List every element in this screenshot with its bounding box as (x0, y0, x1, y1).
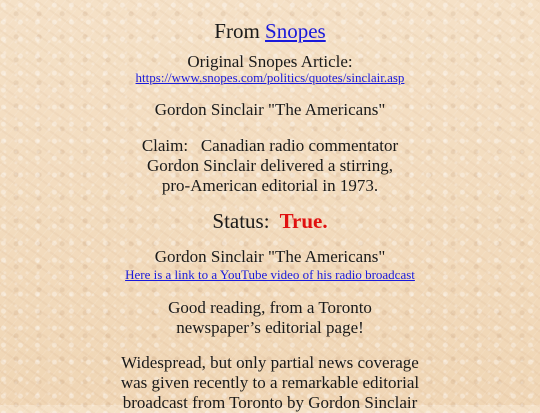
status-label: Status: (212, 209, 270, 233)
reading-line-1: Good reading, from a Toronto (168, 298, 372, 317)
claim-text-1: Canadian radio commentator (200, 136, 399, 155)
claim-line-2: Gordon Sinclair delivered a stirring, (147, 156, 393, 175)
body-line-1: Widespread, but only partial news coverage (121, 353, 419, 372)
claim-label: Claim: (141, 136, 189, 155)
article-url-wrap (0, 69, 540, 87)
broadcast-title: Gordon Sinclair "The Americans" (154, 247, 386, 266)
body-line-2: was given recently to a remarkable editorial (120, 373, 420, 392)
youtube-video-link[interactable]: Here is a link to a YouTube video of his radio broadcast (125, 267, 415, 282)
heading-prefix: From (214, 19, 260, 43)
page-heading (0, 19, 540, 43)
status-value: True. (279, 209, 328, 233)
youtube-link-wrap (0, 266, 540, 284)
status-line (0, 209, 540, 233)
reading-line-2: newspaper’s editorial page! (176, 318, 364, 337)
article-url-link[interactable]: https://www.snopes.com/politics/quotes/sinclair.asp (135, 70, 405, 85)
original-article-label: Original Snopes Article: (187, 52, 353, 71)
claim-line-3: pro-American editorial in 1973. (161, 176, 379, 195)
subject-title: Gordon Sinclair "The Americans" (154, 100, 386, 119)
claim-line-1 (0, 136, 540, 156)
body-line-3: broadcast from Toronto by Gordon Sinclair (122, 393, 418, 412)
snopes-link[interactable]: Snopes (265, 19, 326, 43)
